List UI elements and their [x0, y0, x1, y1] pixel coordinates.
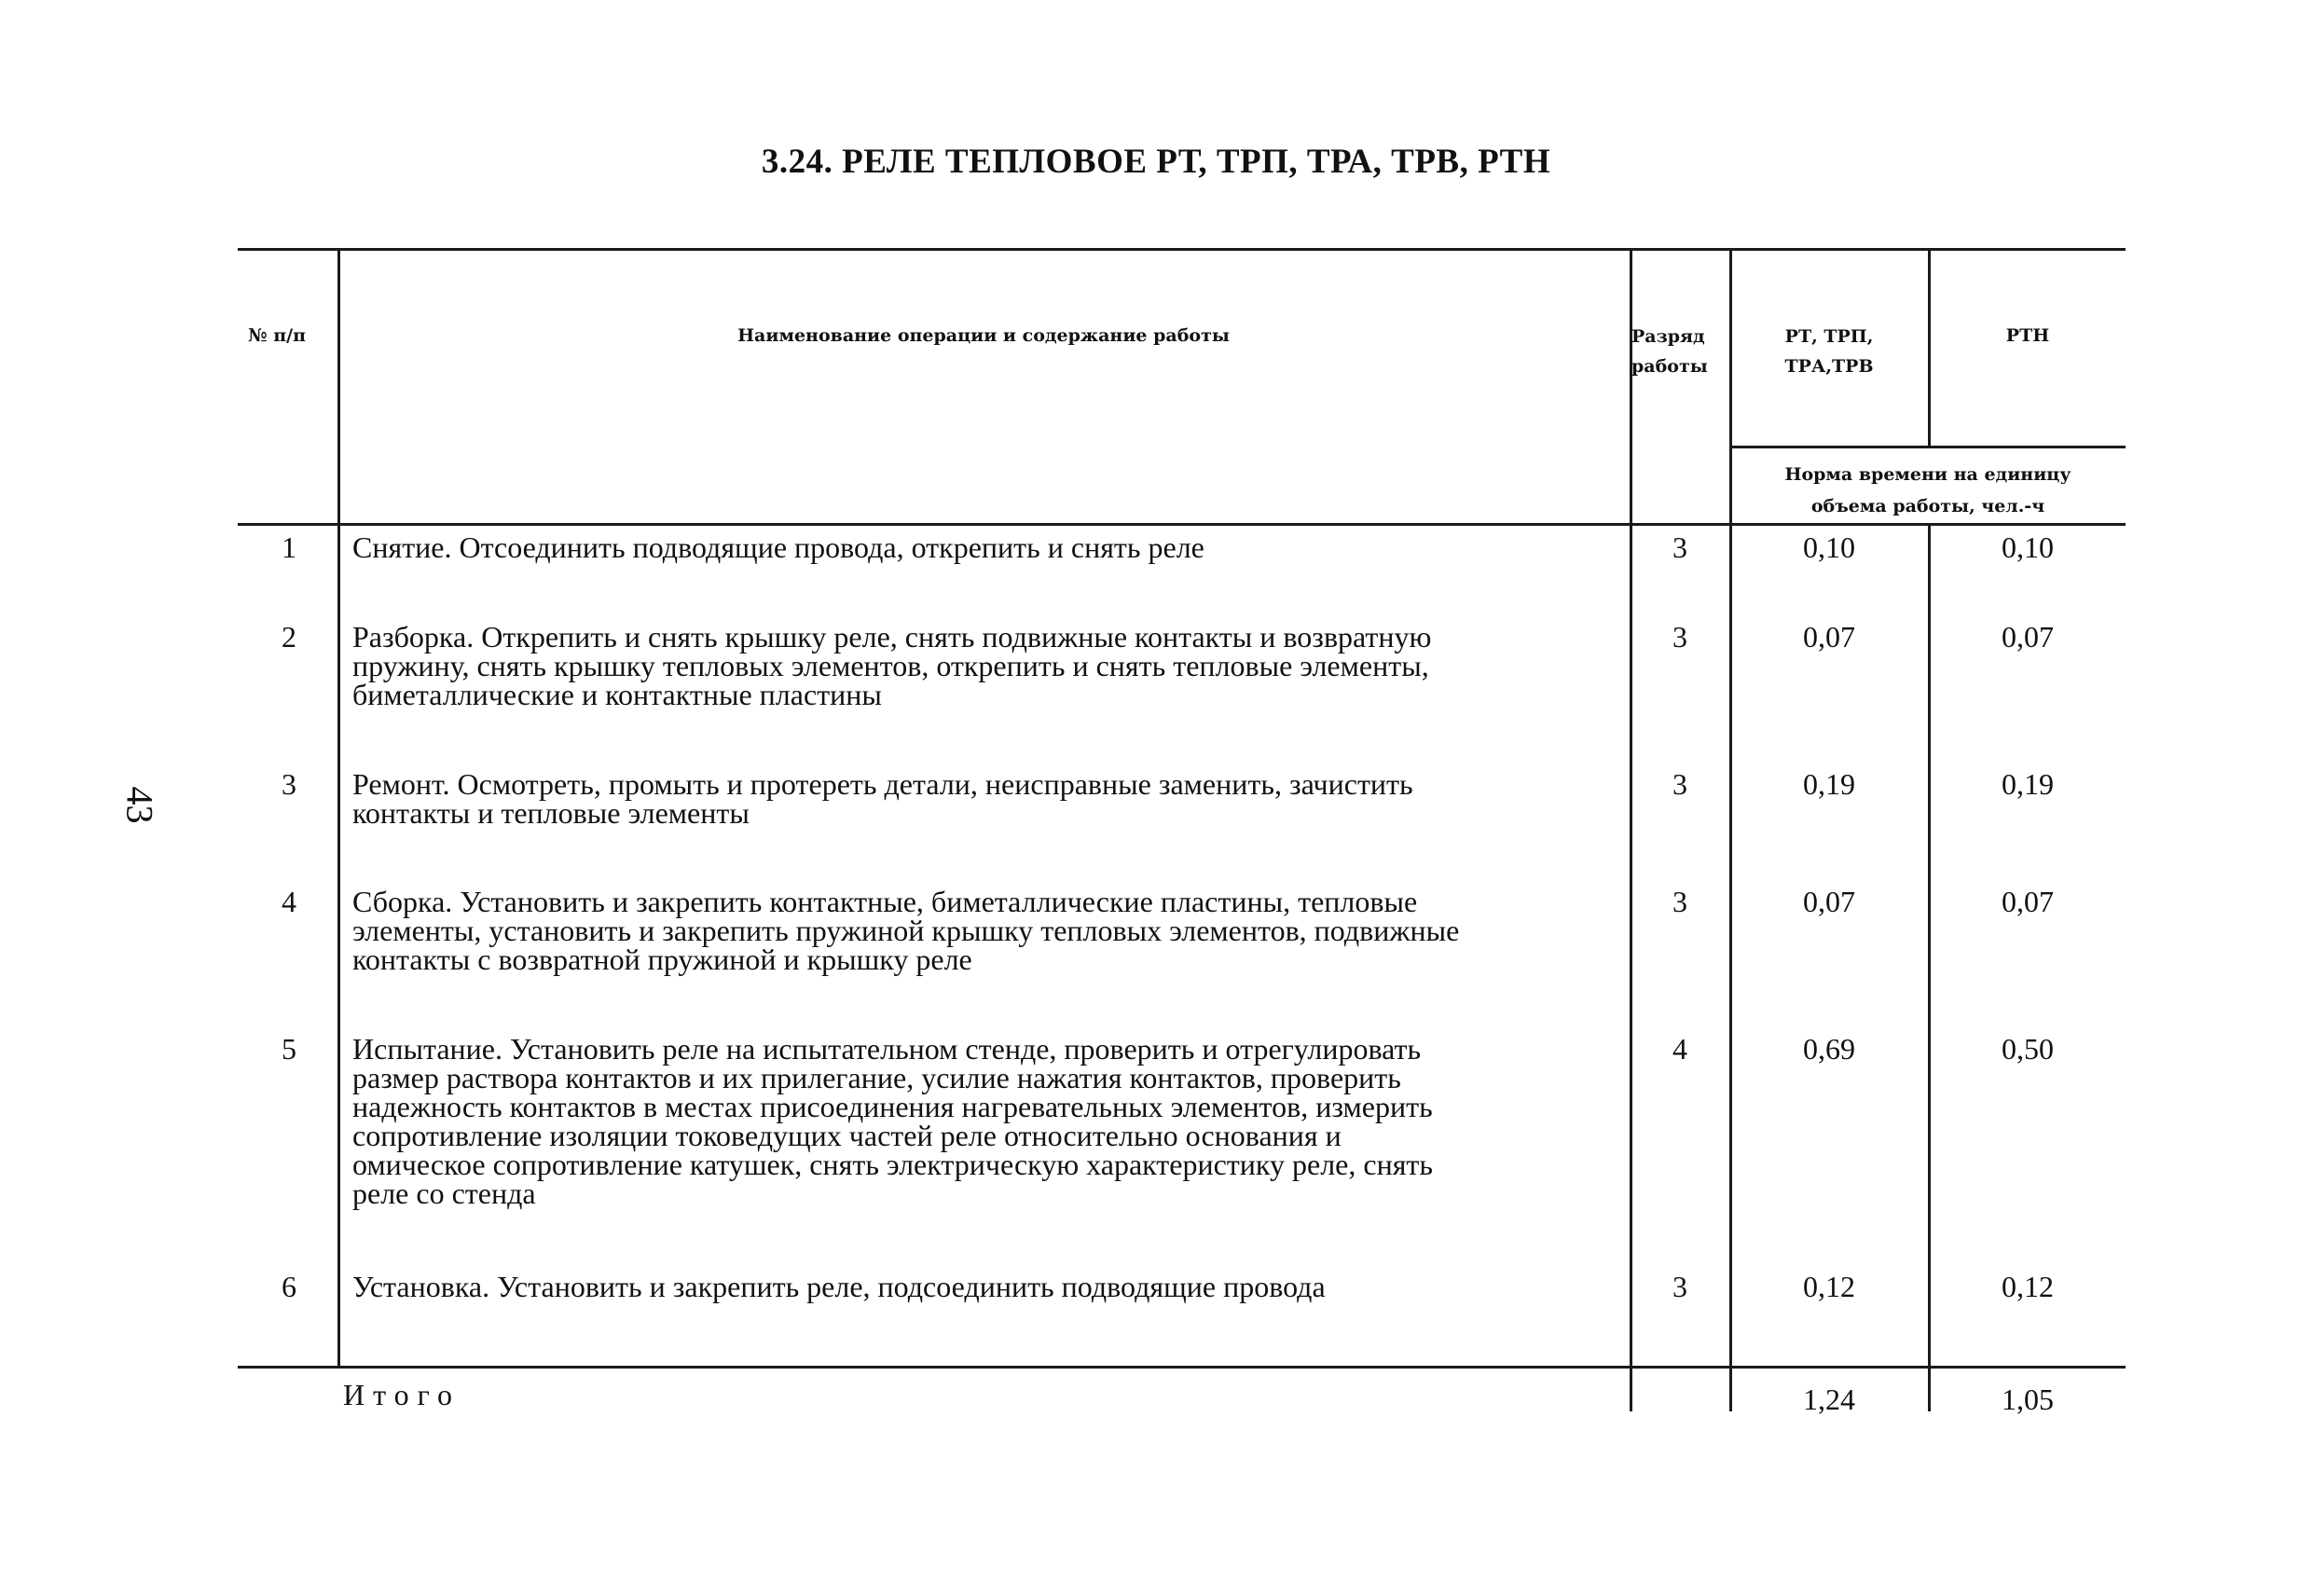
header-number: № п/п: [248, 325, 307, 346]
row-norm-rtn: 0,50: [2002, 1032, 2054, 1066]
header-col-b: РТН: [2005, 325, 2050, 346]
total-norm-rtn: 1,05: [2002, 1383, 2054, 1416]
column-divider-3: [1729, 248, 1732, 1411]
row-norm-rtn: 0,07: [2002, 885, 2054, 918]
row-number: 5: [282, 1032, 296, 1066]
row-norm-rtn: 0,19: [2002, 767, 2054, 801]
total-label: Итого: [343, 1378, 461, 1411]
row-description: Ремонт. Осмотреть, промыть и протереть детали, неисправные заменить, зачистить контакты и тепловые элементы: [352, 767, 1413, 830]
header-operation: Наименование операции и содержание работы: [737, 325, 1230, 346]
row-norm-rt: 0,12: [1803, 1270, 1855, 1303]
row-norm-rt: 0,07: [1803, 885, 1855, 918]
row-norm-rt: 0,07: [1803, 620, 1855, 654]
row-norm-rtn: 0,10: [2002, 530, 2054, 564]
row-grade: 3: [1672, 530, 1687, 564]
header-norm-rule: [1729, 446, 2126, 448]
row-norm-rt: 0,19: [1803, 767, 1855, 801]
row-grade: 3: [1672, 620, 1687, 654]
row-description: Снятие. Отсоединить подводящие провода, открепить и снять реле: [352, 530, 1204, 564]
row-number: 6: [282, 1270, 296, 1303]
row-grade: 3: [1672, 767, 1687, 801]
row-grade: 4: [1672, 1032, 1687, 1066]
row-norm-rtn: 0,07: [2002, 620, 2054, 654]
row-grade: 3: [1672, 885, 1687, 918]
total-norm-rt: 1,24: [1803, 1383, 1855, 1416]
row-grade: 3: [1672, 1270, 1687, 1303]
row-description: Разборка. Открепить и снять крышку реле, снять подвижные контакты и возвратную пружину, снять крышку тепловых элементов, открепить и снять тепловые элементы, биметаллические и контактные пластины: [352, 620, 1432, 711]
row-number: 2: [282, 620, 296, 654]
row-norm-rt: 0,69: [1803, 1032, 1855, 1066]
table-top-rule: [238, 248, 2126, 251]
row-description: Сборка. Установить и закрепить контактные, биметаллические пластины, тепловые элементы, установить и закрепить пружиной крышку тепловых элементов, подвижные контакты с возвратной пружиной и крышку реле: [352, 885, 1460, 976]
column-divider-1: [337, 248, 340, 1367]
row-norm-rt: 0,10: [1803, 530, 1855, 564]
header-norm: Норма времени на единицу объема работы, чел.-ч: [1784, 464, 2071, 516]
header-grade: Разряд работы: [1631, 326, 1708, 377]
page-title: 3.24. РЕЛЕ ТЕПЛОВОЕ РТ, ТРП, ТРА, ТРВ, РТН: [761, 143, 1551, 181]
row-description: Установка. Установить и закрепить реле, подсоединить подводящие провода: [352, 1270, 1326, 1303]
row-number: 3: [282, 767, 296, 801]
row-number: 4: [282, 885, 296, 918]
total-rule: [238, 1366, 2126, 1369]
page-number: 43: [118, 786, 161, 824]
row-norm-rtn: 0,12: [2002, 1270, 2054, 1303]
column-divider-2: [1630, 248, 1632, 1411]
header-bottom-rule: [238, 523, 2126, 526]
header-col-a: РТ, ТРП, ТРА,ТРВ: [1784, 326, 1874, 377]
row-description: Испытание. Установить реле на испытательном стенде, проверить и отрегулировать размер раствора контактов и их прилегание, усилие нажатия контактов, проверить надежность контактов в местах присоединения нагревательных элементов, измерить сопротивление изоляции токоведущих частей реле относительно основания и омическое сопротивление катушек, снять электрическую характеристику реле, снять реле со стенда: [352, 1032, 1433, 1210]
row-number: 1: [282, 530, 296, 564]
